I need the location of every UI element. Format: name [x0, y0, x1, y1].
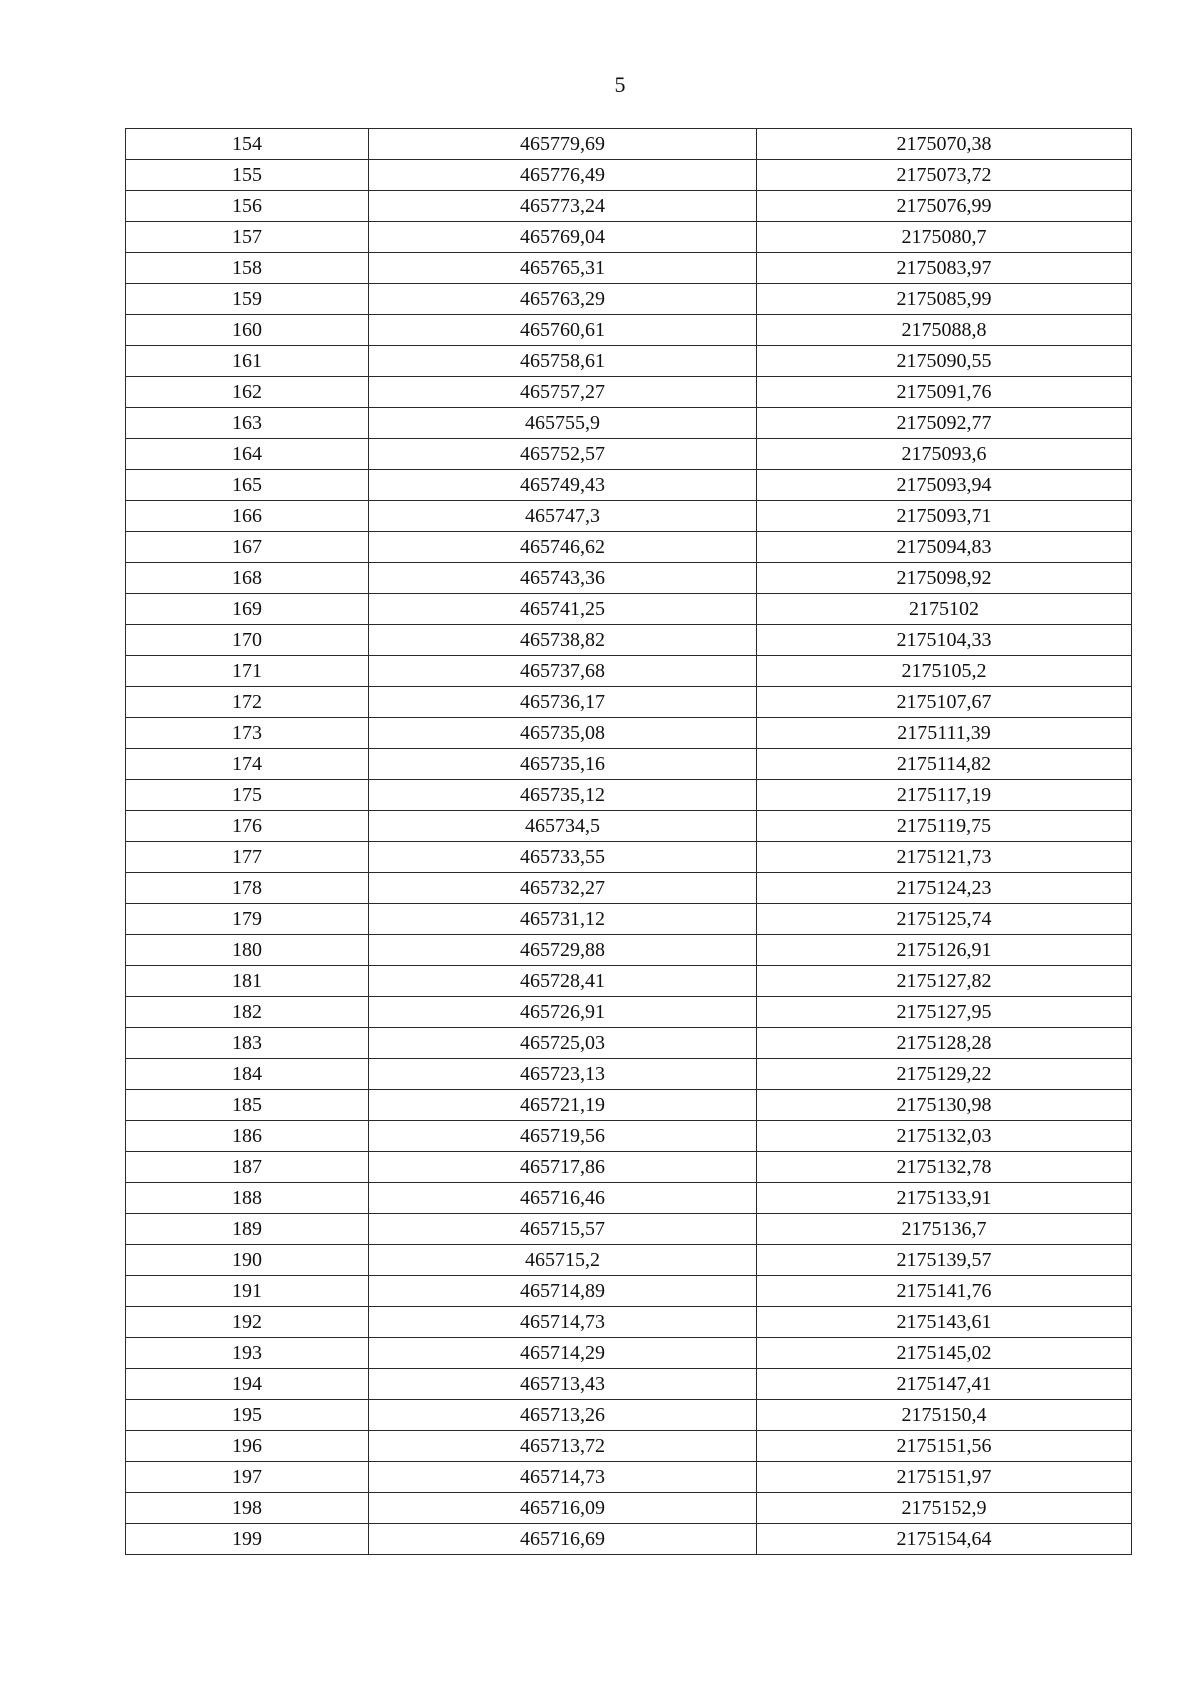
x-coordinate-cell: 465717,86: [369, 1152, 757, 1183]
point-number-cell: 186: [126, 1121, 369, 1152]
table-row: [126, 377, 1132, 408]
y-coordinate-cell: 2175141,76: [757, 1276, 1132, 1307]
point-number-cell: 169: [126, 594, 369, 625]
y-coordinate-cell: 2175070,38: [757, 129, 1132, 160]
table-row: [126, 1524, 1132, 1555]
table-row: [126, 222, 1132, 253]
x-coordinate-cell: 465734,5: [369, 811, 757, 842]
x-coordinate-cell: 465714,89: [369, 1276, 757, 1307]
table-row: [126, 1493, 1132, 1524]
table-row: [126, 1431, 1132, 1462]
point-number-cell: 175: [126, 780, 369, 811]
y-coordinate-cell: 2175133,91: [757, 1183, 1132, 1214]
page-number: 5: [614, 72, 626, 97]
table-row: [126, 191, 1132, 222]
table-row: [126, 594, 1132, 625]
x-coordinate-cell: 465757,27: [369, 377, 757, 408]
point-number-cell: 194: [126, 1369, 369, 1400]
table-row: [126, 842, 1132, 873]
x-coordinate-cell: 465735,16: [369, 749, 757, 780]
point-number-cell: 183: [126, 1028, 369, 1059]
table-row: [126, 160, 1132, 191]
y-coordinate-cell: 2175088,8: [757, 315, 1132, 346]
y-coordinate-cell: 2175132,78: [757, 1152, 1132, 1183]
x-coordinate-cell: 465755,9: [369, 408, 757, 439]
y-coordinate-cell: 2175090,55: [757, 346, 1132, 377]
x-coordinate-cell: 465752,57: [369, 439, 757, 470]
y-coordinate-cell: 2175136,7: [757, 1214, 1132, 1245]
point-number-cell: 187: [126, 1152, 369, 1183]
x-coordinate-cell: 465743,36: [369, 563, 757, 594]
x-coordinate-cell: 465731,12: [369, 904, 757, 935]
point-number-cell: 173: [126, 718, 369, 749]
y-coordinate-cell: 2175151,56: [757, 1431, 1132, 1462]
y-coordinate-cell: 2175080,7: [757, 222, 1132, 253]
x-coordinate-cell: 465726,91: [369, 997, 757, 1028]
table-row: [126, 1245, 1132, 1276]
table-row: [126, 1400, 1132, 1431]
point-number-cell: 170: [126, 625, 369, 656]
y-coordinate-cell: 2175076,99: [757, 191, 1132, 222]
point-number-cell: 190: [126, 1245, 369, 1276]
point-number-cell: 156: [126, 191, 369, 222]
coordinates-table-body: [126, 129, 1132, 1555]
y-coordinate-cell: 2175128,28: [757, 1028, 1132, 1059]
table-row: [126, 625, 1132, 656]
y-coordinate-cell: 2175145,02: [757, 1338, 1132, 1369]
y-coordinate-cell: 2175107,67: [757, 687, 1132, 718]
point-number-cell: 189: [126, 1214, 369, 1245]
x-coordinate-cell: 465715,57: [369, 1214, 757, 1245]
x-coordinate-cell: 465721,19: [369, 1090, 757, 1121]
point-number-cell: 191: [126, 1276, 369, 1307]
x-coordinate-cell: 465779,69: [369, 129, 757, 160]
y-coordinate-cell: 2175104,33: [757, 625, 1132, 656]
y-coordinate-cell: 2175154,64: [757, 1524, 1132, 1555]
y-coordinate-cell: 2175127,82: [757, 966, 1132, 997]
table-row: [126, 1090, 1132, 1121]
point-number-cell: 162: [126, 377, 369, 408]
y-coordinate-cell: 2175129,22: [757, 1059, 1132, 1090]
x-coordinate-cell: 465713,72: [369, 1431, 757, 1462]
y-coordinate-cell: 2175130,98: [757, 1090, 1132, 1121]
table-row: [126, 1183, 1132, 1214]
x-coordinate-cell: 465738,82: [369, 625, 757, 656]
point-number-cell: 176: [126, 811, 369, 842]
table-row: [126, 129, 1132, 160]
y-coordinate-cell: 2175093,6: [757, 439, 1132, 470]
table-row: [126, 563, 1132, 594]
point-number-cell: 155: [126, 160, 369, 191]
x-coordinate-cell: 465741,25: [369, 594, 757, 625]
table-row: [126, 501, 1132, 532]
x-coordinate-cell: 465758,61: [369, 346, 757, 377]
table-row: [126, 904, 1132, 935]
table-row: [126, 284, 1132, 315]
x-coordinate-cell: 465725,03: [369, 1028, 757, 1059]
point-number-cell: 193: [126, 1338, 369, 1369]
table-row: [126, 1059, 1132, 1090]
y-coordinate-cell: 2175124,23: [757, 873, 1132, 904]
y-coordinate-cell: 2175093,71: [757, 501, 1132, 532]
x-coordinate-cell: 465776,49: [369, 160, 757, 191]
x-coordinate-cell: 465723,13: [369, 1059, 757, 1090]
x-coordinate-cell: 465729,88: [369, 935, 757, 966]
y-coordinate-cell: 2175119,75: [757, 811, 1132, 842]
y-coordinate-cell: 2175127,95: [757, 997, 1132, 1028]
table-row: [126, 439, 1132, 470]
table-row: [126, 935, 1132, 966]
point-number-cell: 192: [126, 1307, 369, 1338]
table-row: [126, 408, 1132, 439]
point-number-cell: 157: [126, 222, 369, 253]
y-coordinate-cell: 2175102: [757, 594, 1132, 625]
table-row: [126, 1462, 1132, 1493]
point-number-cell: 196: [126, 1431, 369, 1462]
coordinates-table: [125, 128, 1132, 1555]
y-coordinate-cell: 2175093,94: [757, 470, 1132, 501]
point-number-cell: 154: [126, 129, 369, 160]
point-number-cell: 168: [126, 563, 369, 594]
table-row: [126, 780, 1132, 811]
table-row: [126, 749, 1132, 780]
point-number-cell: 166: [126, 501, 369, 532]
x-coordinate-cell: 465737,68: [369, 656, 757, 687]
x-coordinate-cell: 465719,56: [369, 1121, 757, 1152]
x-coordinate-cell: 465716,46: [369, 1183, 757, 1214]
y-coordinate-cell: 2175132,03: [757, 1121, 1132, 1152]
x-coordinate-cell: 465716,69: [369, 1524, 757, 1555]
table-row: [126, 997, 1132, 1028]
table-row: [126, 346, 1132, 377]
point-number-cell: 160: [126, 315, 369, 346]
table-row: [126, 656, 1132, 687]
point-number-cell: 178: [126, 873, 369, 904]
y-coordinate-cell: 2175143,61: [757, 1307, 1132, 1338]
table-row: [126, 1214, 1132, 1245]
point-number-cell: 167: [126, 532, 369, 563]
table-row: [126, 1152, 1132, 1183]
x-coordinate-cell: 465728,41: [369, 966, 757, 997]
x-coordinate-cell: 465736,17: [369, 687, 757, 718]
table-row: [126, 1338, 1132, 1369]
point-number-cell: 179: [126, 904, 369, 935]
y-coordinate-cell: 2175139,57: [757, 1245, 1132, 1276]
table-row: [126, 687, 1132, 718]
y-coordinate-cell: 2175114,82: [757, 749, 1132, 780]
point-number-cell: 158: [126, 253, 369, 284]
y-coordinate-cell: 2175152,9: [757, 1493, 1132, 1524]
x-coordinate-cell: 465760,61: [369, 315, 757, 346]
x-coordinate-cell: 465749,43: [369, 470, 757, 501]
y-coordinate-cell: 2175111,39: [757, 718, 1132, 749]
point-number-cell: 161: [126, 346, 369, 377]
point-number-cell: 163: [126, 408, 369, 439]
x-coordinate-cell: 465735,12: [369, 780, 757, 811]
point-number-cell: 181: [126, 966, 369, 997]
x-coordinate-cell: 465714,29: [369, 1338, 757, 1369]
point-number-cell: 172: [126, 687, 369, 718]
table-row: [126, 315, 1132, 346]
y-coordinate-cell: 2175083,97: [757, 253, 1132, 284]
y-coordinate-cell: 2175150,4: [757, 1400, 1132, 1431]
y-coordinate-cell: 2175121,73: [757, 842, 1132, 873]
point-number-cell: 180: [126, 935, 369, 966]
x-coordinate-cell: 465714,73: [369, 1462, 757, 1493]
table-row: [126, 470, 1132, 501]
point-number-cell: 164: [126, 439, 369, 470]
point-number-cell: 185: [126, 1090, 369, 1121]
point-number-cell: 199: [126, 1524, 369, 1555]
x-coordinate-cell: 465714,73: [369, 1307, 757, 1338]
x-coordinate-cell: 465715,2: [369, 1245, 757, 1276]
x-coordinate-cell: 465716,09: [369, 1493, 757, 1524]
point-number-cell: 195: [126, 1400, 369, 1431]
y-coordinate-cell: 2175085,99: [757, 284, 1132, 315]
x-coordinate-cell: 465746,62: [369, 532, 757, 563]
x-coordinate-cell: 465763,29: [369, 284, 757, 315]
x-coordinate-cell: 465765,31: [369, 253, 757, 284]
table-row: [126, 718, 1132, 749]
x-coordinate-cell: 465733,55: [369, 842, 757, 873]
point-number-cell: 182: [126, 997, 369, 1028]
y-coordinate-cell: 2175094,83: [757, 532, 1132, 563]
x-coordinate-cell: 465773,24: [369, 191, 757, 222]
table-row: [126, 811, 1132, 842]
table-row: [126, 1276, 1132, 1307]
y-coordinate-cell: 2175091,76: [757, 377, 1132, 408]
x-coordinate-cell: 465732,27: [369, 873, 757, 904]
y-coordinate-cell: 2175105,2: [757, 656, 1132, 687]
point-number-cell: 159: [126, 284, 369, 315]
table-row: [126, 253, 1132, 284]
point-number-cell: 188: [126, 1183, 369, 1214]
table-row: [126, 532, 1132, 563]
table-row: [126, 1028, 1132, 1059]
table-row: [126, 1369, 1132, 1400]
y-coordinate-cell: 2175151,97: [757, 1462, 1132, 1493]
y-coordinate-cell: 2175126,91: [757, 935, 1132, 966]
y-coordinate-cell: 2175098,92: [757, 563, 1132, 594]
table-row: [126, 873, 1132, 904]
point-number-cell: 177: [126, 842, 369, 873]
table-row: [126, 966, 1132, 997]
y-coordinate-cell: 2175125,74: [757, 904, 1132, 935]
point-number-cell: 184: [126, 1059, 369, 1090]
point-number-cell: 171: [126, 656, 369, 687]
point-number-cell: 165: [126, 470, 369, 501]
x-coordinate-cell: 465735,08: [369, 718, 757, 749]
y-coordinate-cell: 2175073,72: [757, 160, 1132, 191]
x-coordinate-cell: 465769,04: [369, 222, 757, 253]
table-row: [126, 1121, 1132, 1152]
y-coordinate-cell: 2175092,77: [757, 408, 1132, 439]
table-row: [126, 1307, 1132, 1338]
point-number-cell: 198: [126, 1493, 369, 1524]
x-coordinate-cell: 465713,26: [369, 1400, 757, 1431]
y-coordinate-cell: 2175117,19: [757, 780, 1132, 811]
y-coordinate-cell: 2175147,41: [757, 1369, 1132, 1400]
point-number-cell: 174: [126, 749, 369, 780]
x-coordinate-cell: 465747,3: [369, 501, 757, 532]
x-coordinate-cell: 465713,43: [369, 1369, 757, 1400]
point-number-cell: 197: [126, 1462, 369, 1493]
